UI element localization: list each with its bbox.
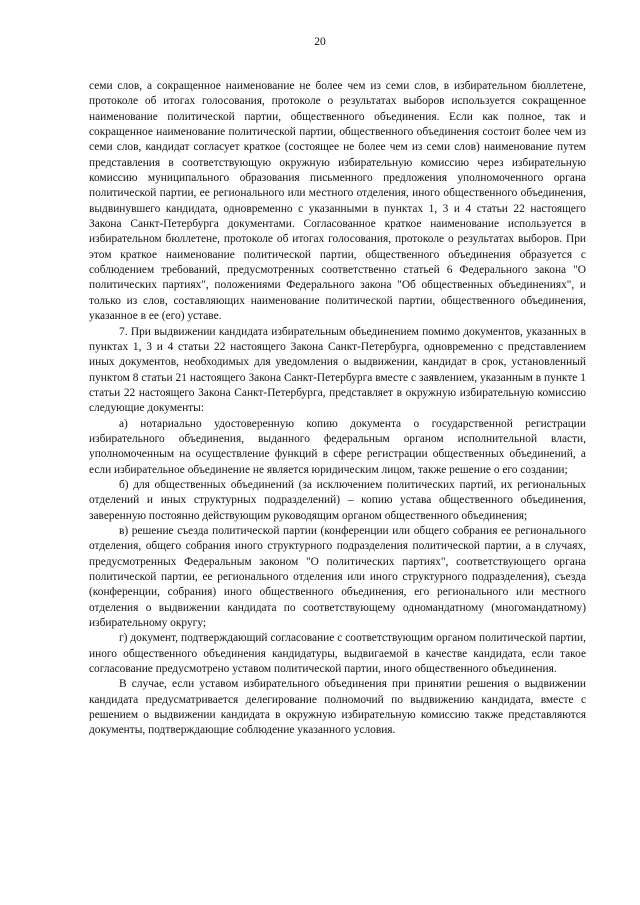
document-body <box>89 79 586 739</box>
page-number: 20 <box>314 36 326 48</box>
paragraph-subitem-b: б) для общественных объединений (за исключением политических партий, их региональных отделений и иных структурных подразделений) – копию устава общественного объединения, заверенную постоянно действующим руководящим органом общественного объединения; <box>89 478 586 522</box>
paragraph-subitem-g: г) документ, подтверждающий согласование с соответствующим органом политической партии, иного общественного объединения кандидатуры, выдвигаемой в качестве кандидата, если такое согласование предусмотрено уставом политической партии, иного общественного объединения. <box>89 632 586 676</box>
paragraph-item-7: 7. При выдвижении кандидата избирательным объединением помимо документов, указанных в пунктах 1, 3 и 4 статьи 22 настоящего Закона Санкт-Петербурга, одновременно с представлением иных документов, необходимых для уведомления о выдвижении, кандидат в срок, установленный пунктом 8 статьи 21 настоящего Закона Санкт-Петербурга вместе с заявлением, указанным в пункте 1 статьи 22 настоящего Закона Санкт-Петербурга, представляет в окружную избирательную комиссию следующие документы: <box>89 325 586 415</box>
paragraph-continuation: семи слов, а сокращенное наименование не более чем из семи слов, в избирательном бюллетене, протоколе об итогах голосования, протоколе о результатах выборов используется сокращенное наименование политической партии, общественного объединения. Если как полное, так и сокращенное наименование политической партии, общественного объединения состоит более чем из семи слов, кандидат согласует краткое (состоящее не более чем из семи слов) наименование путем представления в соответствующую окружную избирательную комиссию через избирательную комиссию муниципального образования письменного предложения уполномоченного органа политической партии, ее регионального или местного отделения, иного общественного объединения, выдвинувшего кандидата, одновременно с указанными в пунктах 1, 3 и 4 статьи 22 настоящего Закона Санкт-Петербурга документами. Согласованное краткое наименование используется в избирательном бюллетене, протоколе об итогах голосования, протоколе о результатах выборов. При этом краткое наименование политической партии, общественного объединения образуется с соблюдением требований, предусмотренных соответственно статьей 6 Федерального закона "О политических партиях", положениями Федерального закона "Об общественных объединениях", и только из слов, составляющих наименование политической партии, общественного объединения, указанное в ее (его) уставе. <box>89 80 586 323</box>
paragraph-subitem-v: в) решение съезда политической партии (конференции или общего собрания ее регионального отделения, общего собрания иного структурного подразделения политической партии, а в случаях, предусмотренных Федеральным законом "О политических партиях", соответствующего органа политической партии, ее регионального отделения или иного структурного подразделения), съезда (конференции, собрания) иного общественного объединения, его регионального или местного отделения о выдвижении кандидата по соответствующему одномандатному (многомандатному) избирательному округу; <box>89 524 586 630</box>
paragraph-subitem-a: а) нотариально удостоверенную копию документа о государственной регистрации избирательного объединения, выданного федеральным органом исполнительной власти, уполномоченным на осуществление функций в сфере регистрации общественных объединений, а если избирательное объединение не является юридическим лицом, также решение о его создании; <box>89 417 586 476</box>
paragraph-delegation-case: В случае, если уставом избирательного объединения при принятии решения о выдвижении кандидата предусматривается делегирование полномочий по выдвижению кандидата, вместе с решением о выдвижении кандидата в окружную избирательную комиссию также представляются документы, подтверждающие соблюдение указанного условия. <box>89 678 586 737</box>
